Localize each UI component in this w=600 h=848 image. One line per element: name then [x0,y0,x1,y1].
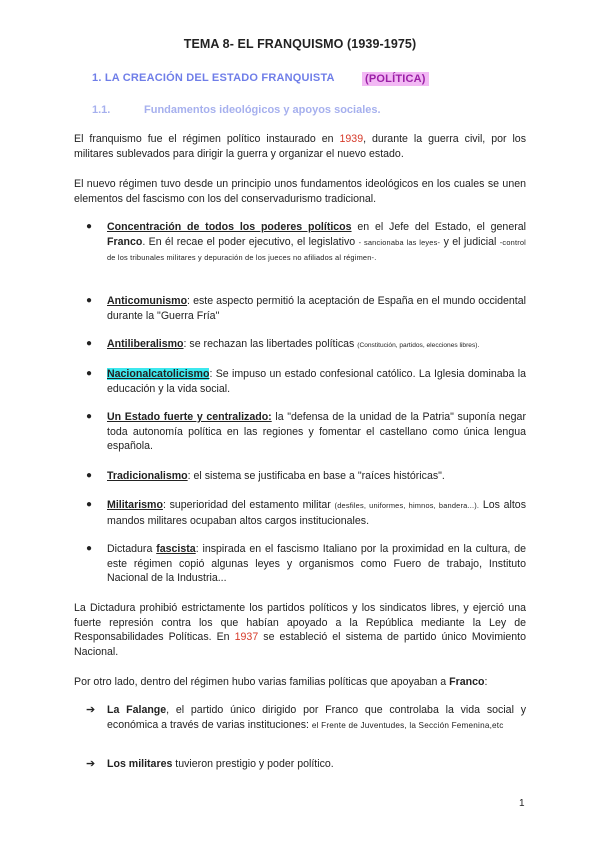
bullet-icon: ● [86,499,93,510]
paragraph-text: , durante la guerra civil, por los militares sublevados para dirigir la guerra y organizar el nuevo estado. [74,133,526,160]
term-highlighted: Nacionalcatolicismo [107,368,210,380]
item-text: : este aspecto permitió la aceptación de España en el mundo occidental durante la "Guerra Fría" [107,295,526,322]
list-item-tradicionalismo [86,469,526,484]
arrow-item-militares [86,757,526,772]
bullet-icon: ● [86,368,93,379]
item-text: : el sistema se justificaba en base a "raíces históricas". [187,470,445,482]
term: La Falange [107,704,167,716]
small-note: - sancionaba las leyes- [358,237,441,247]
section-heading-1-1-text: Fundamentos ideológicos y apoyos sociales. [144,104,381,116]
paragraph-foundations: El nuevo régimen tuvo desde un principio unos fundamentos ideológicos en los cuales se unen elementos del fascismo con los del conservadurismo tradicional. [74,178,526,205]
term: Militarismo [107,499,163,511]
bullet-icon: ● [86,411,93,422]
bullet-icon: ● [86,221,93,232]
paragraph-familias [74,675,526,690]
term: Un Estado fuerte y centralizado: [107,411,272,423]
item-text: : Se impuso un estado confesional católico. La Iglesia dominaba la educación y la vida social. [107,368,526,395]
list-item-nacionalcatolicismo [86,367,526,396]
arrow-right-icon: ➔ [86,758,96,770]
item-text: la "defensa de la unidad de la Patria" suponía negar toda autonomía política en las regiones y fomentar el castellano como única lengua española. [107,411,526,452]
item-text: en el Jefe del Estado, el general [351,221,526,233]
term: Anticomunismo [107,295,188,307]
list-item-fascista [86,542,526,586]
arrow-item-falange [86,703,526,733]
item-text: : superioridad del estamento militar [162,499,335,511]
small-note: -control de los tribunales militares y depuración de los jueces no afiliados al régimen-. [107,237,527,262]
paragraph-intro [74,132,526,161]
term: Los militares [107,758,173,770]
section-number: 1.1. [92,104,111,116]
list-item-militarismo [86,498,526,528]
list-item-anticomunismo [86,294,526,323]
bullet-icon: ● [86,295,93,306]
item-text: , el partido único dirigido por Franco que controlaba la vida social y económica a través de varias instituciones: [107,704,526,731]
term: Tradicionalismo [107,470,188,482]
item-text: . En él recae el poder ejecutivo, el legislativo [142,235,359,248]
section-heading-1-1 [92,104,381,116]
small-note: (Constitución, partidos, elecciones libres). [357,342,480,349]
item-text: y el judicial [440,235,500,248]
term: fascista [156,543,196,555]
paragraph-text: La Dictadura prohibió estrictamente los partidos políticos y los sindicatos libres, y ejerció una fuerte represión contra los que habían apoyado a la República mediante la Ley de Responsabilidades Políticas. En [74,602,526,643]
name-franco: Franco [107,235,143,248]
bullet-icon: ● [86,338,93,349]
small-note: el Frente de Juventudes, la Sección Femenina,etc [311,720,504,730]
section-heading-1-text: 1. LA CREACIÓN DEL ESTADO FRANQUISTA [92,72,335,84]
item-text: : se rechazan las libertades políticas [183,338,358,350]
list-item-antiliberalismo [86,337,526,354]
name-franco: Franco [449,676,485,688]
politica-tag: (POLÍTICA) [362,72,429,86]
bullet-icon: ● [86,543,93,554]
paragraph-text: : [484,676,488,688]
bullet-icon: ● [86,470,93,481]
paragraph-text: se estableció el sistema de partido único Movimiento Nacional. [74,631,526,658]
item-text: tuvieron prestigio y poder político. [172,758,334,770]
section-heading-1 [92,72,426,85]
small-note: (desfiles, uniformes, himnos, bandera...). [334,501,480,510]
year-1937: 1937 [234,631,259,643]
term: Concentración de todos los poderes políticos [107,221,352,233]
arrow-right-icon: ➔ [86,704,96,716]
item-text: Los altos mandos militares ocupaban altos cargos institucionales. [107,499,526,527]
paragraph-dictadura [74,601,526,659]
year-1939: 1939 [339,133,364,145]
list-item-concentracion [86,220,526,266]
item-text: : inspirada en el fascismo Italiano por la proximidad en la cultura, de este régimen copió algunas leyes y organismos como Fuero de trabajo, Instituto Nacional de la Industria... [107,543,526,584]
paragraph-text: El franquismo fue el régimen político instaurado en [74,133,340,145]
document-title: TEMA 8- EL FRANQUISMO (1939-1975) [183,37,417,51]
page-number: 1 [519,798,525,809]
item-text: Dictadura [107,543,157,555]
term: Antiliberalismo [107,338,184,350]
list-item-estado-fuerte [86,410,526,454]
paragraph-text: Por otro lado, dentro del régimen hubo varias familias políticas que apoyaban a [74,676,450,688]
